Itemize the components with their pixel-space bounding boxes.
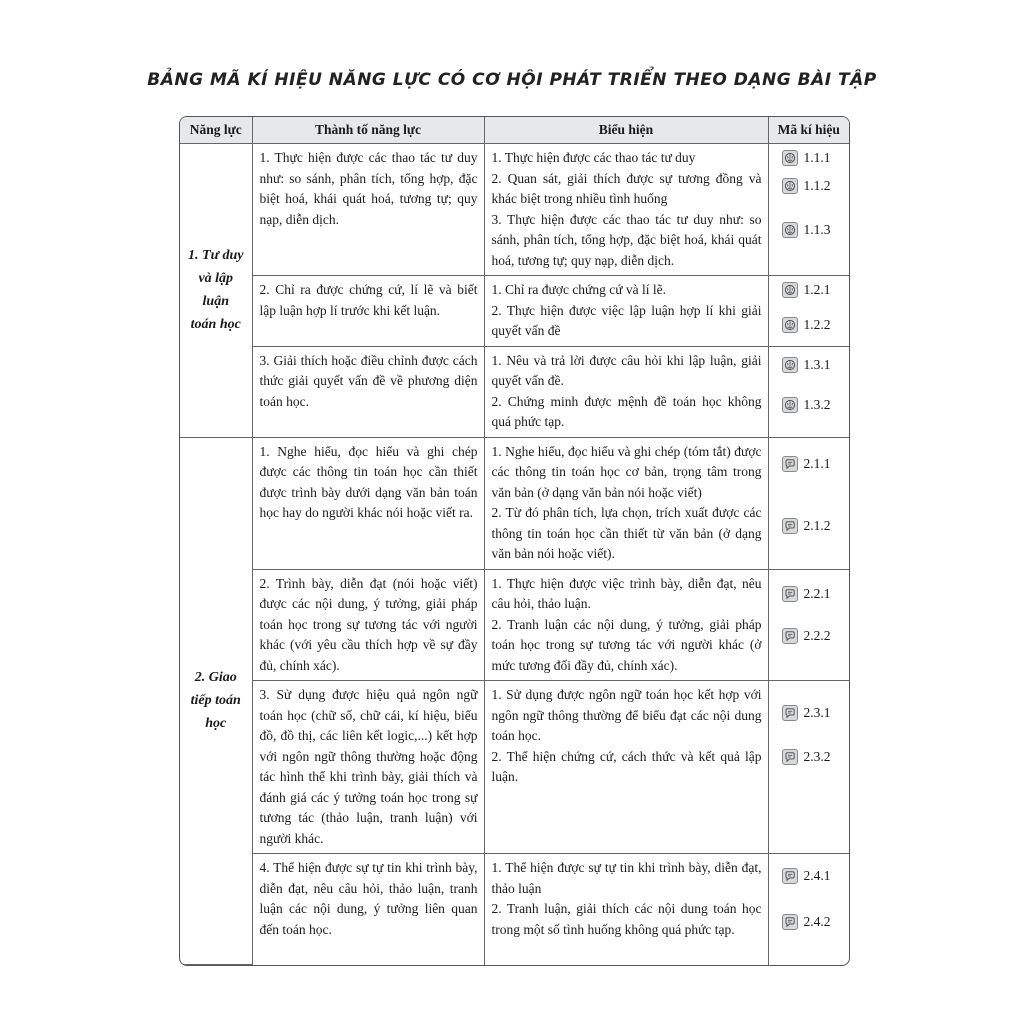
- expression-item: 2. Tranh luận, giải thích các nội dung toán học trong một số tình huống không quá phức tạp.: [491, 901, 762, 937]
- code-entry: [782, 176, 850, 197]
- brain-icon: [782, 150, 798, 166]
- component-cell: 3. Giải thích hoặc điều chỉnh được cách thức giải quyết vấn đề về phương diện toán học.: [252, 346, 484, 437]
- speech-bubble-icon: [782, 705, 798, 721]
- speech-bubble-icon: [782, 586, 798, 602]
- code-cell: [768, 276, 849, 347]
- table-row: [180, 346, 849, 437]
- speech-bubble-icon: [782, 914, 798, 930]
- expression-cell: [484, 144, 768, 276]
- category-line: toán học: [190, 317, 241, 333]
- expression-item: 2. Quan sát, giải thích được sự tương đồng và khác biệt trong nhiều tình huống: [491, 170, 762, 206]
- brain-icon: [782, 317, 798, 333]
- component-cell: 2. Trình bày, diễn đạt (nói hoặc viết) được các nội dung, ý tưởng, giải pháp toán học trong sự tương tác với người khác (với yêu cầu thích hợp về sự đầy đủ, chính xác).: [252, 569, 484, 681]
- code-label: 1.1.3: [803, 222, 831, 237]
- category-line: học: [205, 716, 227, 732]
- speech-bubble-icon: [782, 628, 798, 644]
- expression-cell: [484, 437, 768, 569]
- code-cell: [768, 437, 849, 569]
- component-cell: 2. Chỉ ra được chứng cứ, lí lẽ và biết lập luận hợp lí trước khi kết luận.: [252, 276, 484, 347]
- competency-table: [179, 116, 850, 966]
- brain-icon: [782, 357, 798, 373]
- expression-item: 2. Thể hiện chứng cứ, cách thức và kết quả lập luận.: [491, 748, 762, 784]
- speech-bubble-icon: [782, 749, 798, 765]
- category-line: 2. Giao: [194, 670, 237, 686]
- code-entry: [782, 148, 850, 169]
- code-label: 2.4.1: [803, 868, 831, 883]
- component-cell: 3. Sử dụng được hiệu quả ngôn ngữ toán học (chữ số, chữ cái, kí hiệu, biểu đồ, đồ thị, các liên kết logic,...) kết hợp với ngôn ngữ thông thường hoặc động tác hình thể khi trình bày, giải thích và đánh giá các ý tưởng toán học trong sự tương tác (thảo luận, tranh luận) với người khác.: [252, 681, 484, 854]
- expression-cell: [484, 854, 768, 965]
- expression-item: 1. Thực hiện được các thao tác tư duy: [491, 150, 696, 165]
- code-entry: [782, 454, 850, 475]
- expression-item: 1. Chỉ ra được chứng cứ và lí lẽ.: [491, 282, 667, 297]
- expression-item: 1. Thể hiện được sự tự tin khi trình bày, diễn đạt, thảo luận: [491, 860, 762, 896]
- code-label: 2.2.2: [803, 628, 831, 643]
- expression-item: 3. Thực hiện được các thao tác tư duy như: so sánh, phân tích, tổng hợp, đặc biệt hoá, khái quát hoá, tương tự; quy nạp, diễn dịch.: [491, 211, 762, 268]
- expression-item: 1. Sử dụng được ngôn ngữ toán học kết hợp với ngôn ngữ thông thường để biểu đạt các nội dung toán học.: [491, 687, 762, 743]
- code-entry: [782, 866, 850, 887]
- table-row: [180, 276, 849, 347]
- component-cell: 4. Thể hiện được sự tự tin khi trình bày, diễn đạt, nêu câu hỏi, thảo luận, tranh luận các nội dung, ý tưởng liên quan đến toán học.: [252, 854, 484, 965]
- expression-item: 1. Nêu và trả lời được câu hỏi khi lập luận, giải quyết vấn đề.: [491, 352, 762, 388]
- table-row: [180, 569, 849, 681]
- table-row: [180, 681, 849, 854]
- code-label: 2.4.2: [803, 913, 831, 929]
- expression-cell: [484, 346, 768, 437]
- expression-cell: [484, 276, 768, 347]
- code-cell: [768, 144, 849, 276]
- code-entry: [782, 516, 850, 537]
- code-cell: [768, 681, 849, 854]
- table-header-row: [180, 117, 849, 144]
- code-cell: [768, 346, 849, 437]
- speech-bubble-icon: [782, 518, 798, 534]
- brain-icon: [782, 282, 798, 298]
- speech-bubble-icon: [782, 456, 798, 472]
- code-label: 1.2.2: [803, 316, 831, 332]
- code-entry: [782, 703, 850, 724]
- brain-icon: [782, 222, 798, 238]
- code-label: 2.3.2: [803, 748, 831, 764]
- page-title: BẢNG MÃ KÍ HIỆU NĂNG LỰC CÓ CƠ HỘI PHÁT TRIỂN THEO DẠNG BÀI TẬP: [147, 70, 877, 90]
- header-competency: Năng lực: [180, 117, 252, 144]
- code-entry: [782, 395, 850, 416]
- code-cell: [768, 854, 849, 965]
- expression-cell: [484, 569, 768, 681]
- component-cell: 1. Nghe hiểu, đọc hiểu và ghi chép được các thông tin toán học cần thiết được trình bày dưới dạng văn bản toán học hay do người khác nói hoặc viết ra.: [252, 437, 484, 569]
- code-entry: [782, 280, 850, 301]
- table-row: [180, 437, 849, 569]
- header-component: Thành tố năng lực: [252, 117, 484, 144]
- code-label: 2.1.1: [803, 455, 831, 471]
- category-line: luận: [202, 294, 229, 310]
- code-label: 1.1.1: [803, 150, 831, 165]
- code-entry: [782, 912, 850, 933]
- category-line: 1. Tư duy: [188, 248, 244, 264]
- code-entry: [782, 747, 850, 768]
- expression-item: 1. Thực hiện được việc trình bày, diễn đạt, nêu câu hỏi, thảo luận.: [491, 575, 762, 611]
- brain-icon: [782, 397, 798, 413]
- code-entry: [782, 355, 850, 376]
- code-label: 2.3.1: [803, 705, 831, 720]
- component-cell: 1. Thực hiện được các thao tác tư duy như: so sánh, phân tích, tổng hợp, đặc biệt hoá, khái quát hoá, tương tự; quy nạp, diễn dịch.: [252, 144, 484, 276]
- code-label: 1.3.1: [803, 356, 831, 372]
- expression-item: 2. Chứng minh được mệnh đề toán học không quá phức tạp.: [491, 393, 762, 429]
- brain-icon: [782, 178, 798, 194]
- expression-item: 1. Nghe hiểu, đọc hiểu và ghi chép (tóm tắt) được các thông tin toán học cơ bản, trọng tâm trong văn bản (ở dạng văn bản nói hoặc viết): [491, 443, 762, 500]
- code-cell: [768, 569, 849, 681]
- code-label: 1.1.2: [803, 177, 831, 193]
- code-entry: [782, 220, 850, 241]
- table-row: [180, 144, 849, 276]
- category-cell: [180, 437, 252, 965]
- speech-bubble-icon: [782, 868, 798, 884]
- code-entry: [782, 315, 850, 336]
- header-expression: Biểu hiện: [484, 117, 768, 144]
- expression-item: 2. Tranh luận các nội dung, ý tưởng, giải pháp toán học trong sự tương tác với người khác (ở mức tương đối đầy đủ, chính xác).: [491, 616, 762, 673]
- expression-cell: [484, 681, 768, 854]
- header-code: Mã kí hiệu: [768, 117, 849, 144]
- code-entry: [782, 584, 850, 605]
- code-label: 2.2.1: [803, 585, 831, 601]
- code-label: 1.2.1: [803, 282, 831, 297]
- category-line: và lập: [198, 271, 234, 287]
- expression-item: 2. Từ đó phân tích, lựa chọn, trích xuất được các thông tin toán học cần thiết từ văn bản (ở dạng văn bản nói hoặc viết).: [491, 505, 762, 561]
- category-cell: [180, 144, 252, 438]
- category-line: tiếp toán: [190, 693, 241, 709]
- code-entry: [782, 626, 850, 647]
- code-label: 2.1.2: [803, 518, 831, 533]
- table-row: [180, 854, 849, 965]
- code-label: 1.3.2: [803, 397, 831, 412]
- expression-item: 2. Thực hiện được việc lập luận hợp lí khi giải quyết vấn đề: [491, 302, 762, 338]
